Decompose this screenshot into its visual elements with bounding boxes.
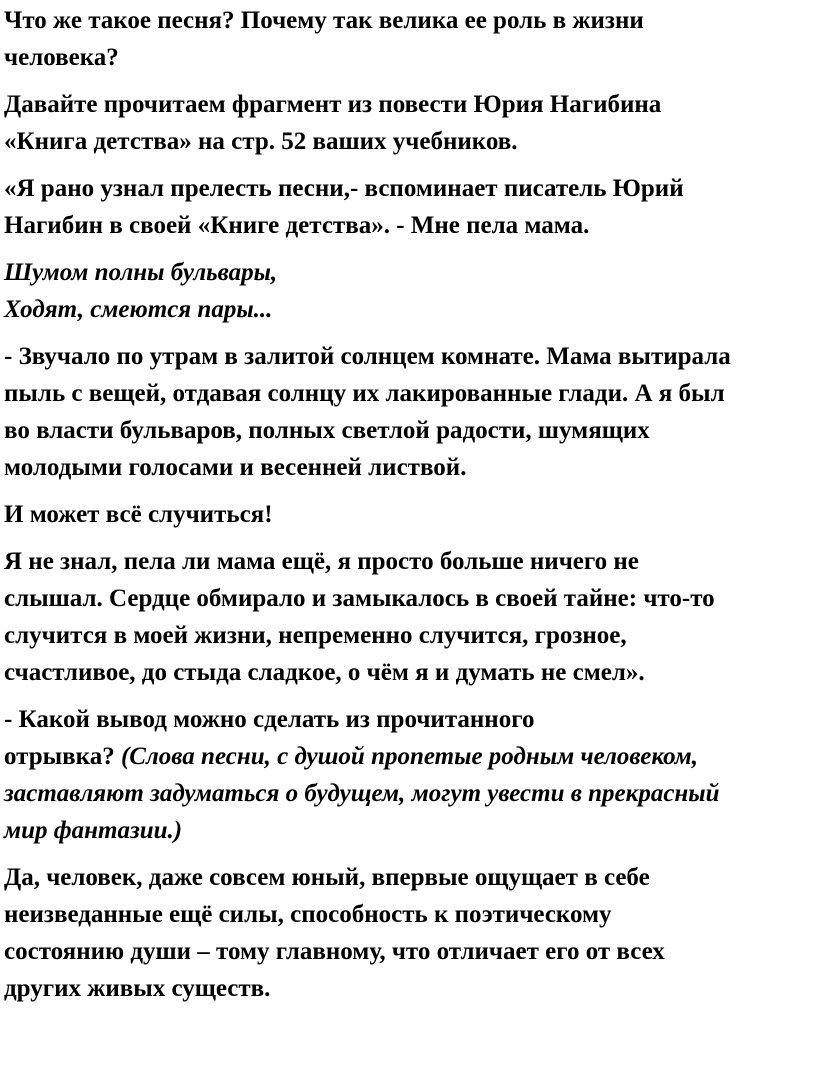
paragraph-closing: Да, человек, даже совсем юный, впервые ощущает в себе неизведанные ещё силы, способность к поэтическому состоянию души – тому главному, что отличает его от всех других живых существ.	[4, 864, 665, 1002]
song-lyrics: Шумом полны бульвары, Ходят, смеются пары...	[4, 259, 278, 323]
question-text: - Какой вывод можно сделать из прочитанного отрывка?	[4, 706, 535, 770]
paragraph-morning-memory: - Звучало по утрам в залитой солнцем комнате. Мама вытирала пыль с вещей, отдавая солнцу их лакированные глади. А я был во власти бульваров, полных светлой радости, шумящих молодыми голосами и весенней листвой.	[4, 343, 731, 481]
paragraph-conclusion-question	[4, 701, 812, 849]
paragraph-reading-instruction: Давайте прочитаем фрагмент из повести Юрия Нагибина «Книга детства» на стр. 52 ваших учебников.	[4, 91, 662, 155]
paragraph-song-line: И может всё случиться!	[4, 501, 273, 528]
paragraph-quote-start: «Я рано узнал прелесть песни,- вспоминает писатель Юрий Нагибин в своей «Книге детства». - Мне пела мама.	[4, 175, 684, 239]
paragraph-intro-question: Что же такое песня? Почему так велика ее роль в жизни человека?	[4, 7, 644, 71]
question-answer: (Слова песни, с душой пропетые родным человеком, заставляют задуматься о будущем, могут увести в прекрасный мир фантазии.)	[4, 743, 720, 844]
paragraph-quote-end: Я не знал, пела ли мама ещё, я просто больше ничего не слышал. Сердце обмирало и замыкалось в своей тайне: что-то случится в моей жизни, непременно случится, грозное, счастливое, до стыда сладкое, о чём я и думать не смел».	[4, 548, 715, 686]
